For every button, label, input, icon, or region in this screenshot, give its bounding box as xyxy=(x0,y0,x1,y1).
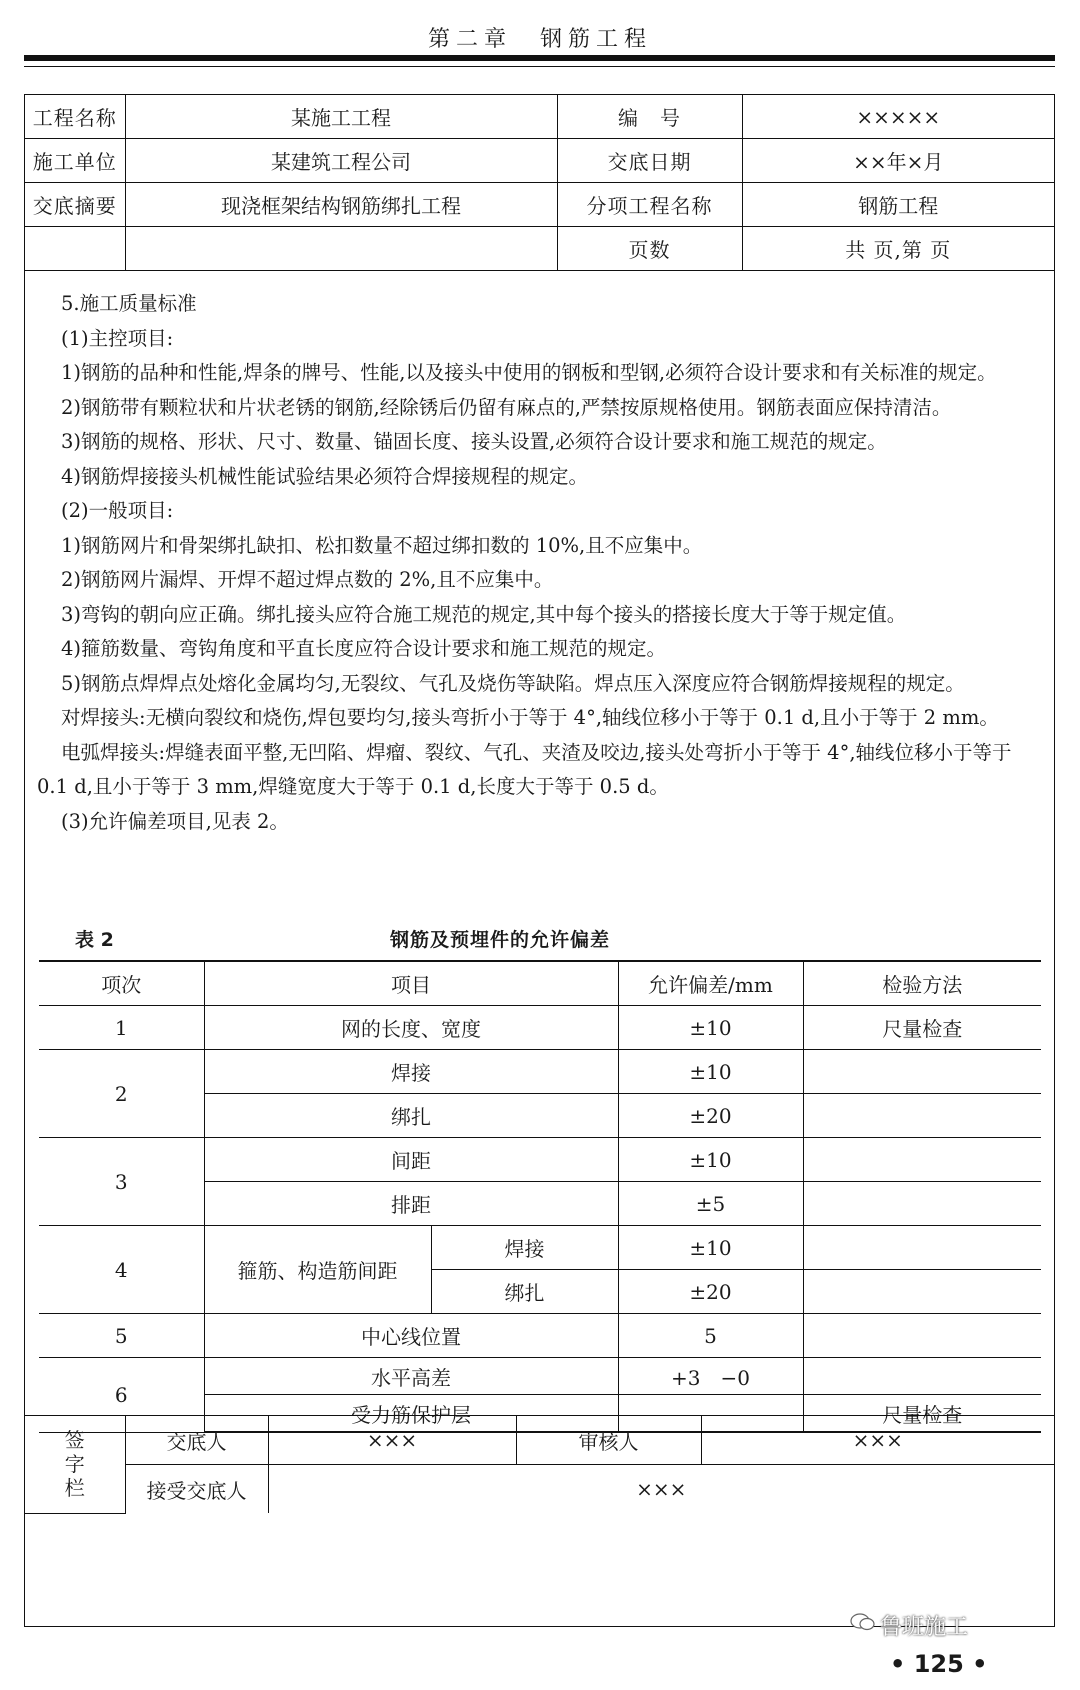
info-label: 编 号 xyxy=(557,95,742,139)
table-row xyxy=(39,1138,1041,1182)
paragraph: 1)钢筋的品种和性能,焊条的牌号、性能,以及接头中使用的钢板和型钢,必须符合设计要求和有关标准的规定。 xyxy=(61,361,997,384)
header-rule-thick xyxy=(24,55,1055,61)
paragraph: 1)钢筋网片和骨架绑扎缺扣、松扣数量不超过绑扣数的 10%,且不应集中。 xyxy=(61,533,703,557)
table-row xyxy=(39,1226,1041,1270)
col-header: 检验方法 xyxy=(803,961,1041,1006)
row-method xyxy=(803,1050,1041,1094)
table-row xyxy=(39,1050,1041,1094)
info-row xyxy=(25,227,1054,271)
info-label: 页数 xyxy=(557,227,742,271)
page-number: • 125 • xyxy=(890,1650,988,1678)
info-label: 交底摘要 xyxy=(25,183,125,227)
info-label: 分项工程名称 xyxy=(557,183,742,227)
info-value: 钢筋工程 xyxy=(742,183,1054,227)
signature-row xyxy=(25,1465,1054,1514)
row-method: 尺量检查 xyxy=(803,1006,1041,1050)
watermark: 鲁班施工 xyxy=(880,1615,969,1640)
info-value: 共 页,第 页 xyxy=(742,227,1054,271)
info-label xyxy=(25,227,125,271)
signer-name: ××× xyxy=(701,1416,1054,1465)
row-item: 中心线位置 xyxy=(204,1314,618,1358)
row-tolerance: ±5 xyxy=(618,1182,803,1226)
info-value: ××年×月 xyxy=(742,139,1054,183)
row-number: 5 xyxy=(39,1314,204,1358)
disclosure-form xyxy=(24,94,1055,1627)
signature-table xyxy=(25,1415,1054,1514)
row-item: 焊接 xyxy=(204,1050,618,1094)
row-method xyxy=(803,1270,1041,1314)
paragraph: 5.施工质量标准 xyxy=(61,292,197,315)
info-row xyxy=(25,95,1054,139)
table-header-row xyxy=(39,961,1041,1006)
info-row xyxy=(25,139,1054,183)
signature-label-text: 签字栏 xyxy=(64,1428,85,1501)
table-row xyxy=(39,1314,1041,1358)
chapter-title: 第二章 钢筋工程 xyxy=(427,27,652,52)
row-item: 排距 xyxy=(204,1182,618,1226)
info-value: 现浇框架结构钢筋绑扎工程 xyxy=(125,183,557,227)
row-method xyxy=(803,1138,1041,1182)
paragraph: 4)箍筋数量、弯钩角度和平直长度应符合设计要求和施工规范的规定。 xyxy=(61,637,667,660)
row-tolerance: ±10 xyxy=(618,1050,803,1094)
paragraph: 2)钢筋带有颗粒状和片状老锈的钢筋,经除锈后仍留有麻点的,严禁按原规格使用。钢筋表面应保持清洁。 xyxy=(61,395,952,419)
table-row xyxy=(39,1006,1041,1050)
paragraph: 电弧焊接头:焊缝表面平整,无凹陷、焊瘤、裂纹、气孔、夹渣及咬边,接头处弯折小于等于 4°,轴线位移小于等于 0.1 d,且小于等于 3 mm,焊缝宽度大于等于 0.1 d,长度大于等于 0.5 d。 xyxy=(37,740,1012,798)
row-item: 间距 xyxy=(204,1138,618,1182)
info-label: 交底日期 xyxy=(557,139,742,183)
info-value xyxy=(125,227,557,271)
table-row xyxy=(39,1358,1041,1395)
row-tolerance: ±20 xyxy=(618,1094,803,1138)
row-number: 6 xyxy=(39,1358,204,1433)
paragraph: (2)一般项目: xyxy=(61,499,174,522)
row-method xyxy=(803,1314,1041,1358)
signature-row xyxy=(25,1416,1054,1465)
table-title: 钢筋及预埋件的允许偏差 xyxy=(389,929,610,951)
row-method xyxy=(803,1182,1041,1226)
row-method xyxy=(803,1358,1041,1395)
signature-label xyxy=(25,1416,125,1514)
row-method xyxy=(803,1094,1041,1138)
info-value: ××××× xyxy=(742,95,1054,139)
tolerance-table xyxy=(39,960,1041,1433)
col-header: 项目 xyxy=(204,961,618,1006)
row-item: 绑扎 xyxy=(204,1094,618,1138)
row-item: 受力筋保护层 xyxy=(204,1395,618,1433)
row-item: 水平高差 xyxy=(204,1358,618,1395)
info-label: 工程名称 xyxy=(25,95,125,139)
paragraph: 对焊接头:无横向裂纹和烧伤,焊包要均匀,接头弯折小于等于 4°,轴线位移小于等于 0.1 d,且小于等于 2 mm。 xyxy=(61,706,999,729)
col-header: 允许偏差/mm xyxy=(618,961,803,1006)
row-number: 3 xyxy=(39,1138,204,1226)
row-number: 4 xyxy=(39,1226,204,1314)
row-tolerance: ±10 xyxy=(618,1138,803,1182)
row-item: 焊接 xyxy=(431,1226,618,1270)
paragraph: 3)弯钩的朝向应正确。绑扎接头应符合施工规范的规定,其中每个接头的搭接长度大于等于规定值。 xyxy=(61,602,907,626)
info-value: 某施工工程 xyxy=(125,95,557,139)
row-tolerance: +3 −0 xyxy=(618,1358,803,1395)
row-tolerance: 5 xyxy=(618,1314,803,1358)
row-method xyxy=(803,1226,1041,1270)
row-number: 1 xyxy=(39,1006,204,1050)
row-tolerance: ±20 xyxy=(618,1270,803,1314)
table-number: 表 2 xyxy=(75,929,114,951)
row-group: 箍筋、构造筋间距 xyxy=(204,1226,431,1314)
signer-role: 接受交底人 xyxy=(125,1465,268,1514)
info-label: 施工单位 xyxy=(25,139,125,183)
paragraph: 3)钢筋的规格、形状、尺寸、数量、锚固长度、接头设置,必须符合设计要求和施工规范的规定。 xyxy=(61,430,887,453)
signer-name: ××× xyxy=(268,1416,516,1465)
paragraph: (3)允许偏差项目,见表 2。 xyxy=(61,809,289,833)
paragraph: 4)钢筋焊接接头机械性能试验结果必须符合焊接规程的规定。 xyxy=(61,464,589,488)
paragraph: (1)主控项目: xyxy=(61,326,174,350)
row-item: 绑扎 xyxy=(431,1270,618,1314)
info-table xyxy=(25,95,1054,271)
signer-role: 审核人 xyxy=(516,1416,701,1465)
paragraph: 2)钢筋网片漏焊、开焊不超过焊点数的 2%,且不应集中。 xyxy=(61,568,554,591)
info-row xyxy=(25,183,1054,227)
col-header: 项次 xyxy=(39,961,204,1006)
row-method: 尺量检查 xyxy=(803,1395,1041,1433)
info-value: 某建筑工程公司 xyxy=(125,139,557,183)
row-tolerance: ±10 xyxy=(618,1226,803,1270)
paragraph: 5)钢筋点焊焊点处熔化金属均匀,无裂纹、气孔及烧伤等缺陷。焊点压入深度应符合钢筋焊接规程的规定。 xyxy=(61,671,965,695)
header-rule-thin xyxy=(24,66,1055,67)
row-tolerance: ±10 xyxy=(618,1006,803,1050)
signer-name: ××× xyxy=(268,1465,1054,1514)
row-item: 网的长度、宽度 xyxy=(204,1006,618,1050)
row-number: 2 xyxy=(39,1050,204,1138)
quality-standard-text xyxy=(37,287,1042,839)
wechat-icon xyxy=(850,1612,876,1632)
signer-role: 交底人 xyxy=(125,1416,268,1465)
